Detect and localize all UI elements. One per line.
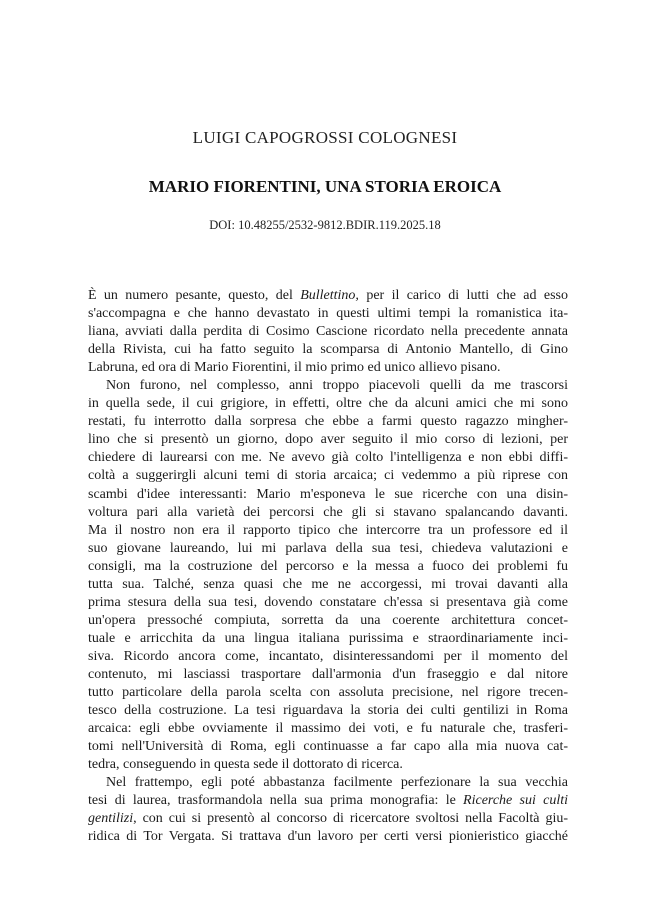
text-line bbox=[88, 810, 568, 828]
doi-identifier: DOI: 10.48255/2532-9812.BDIR.119.2025.18 bbox=[209, 218, 441, 232]
text-segment: tesi di laurea, trasformandola nella sua prima monografia: le bbox=[88, 793, 464, 809]
text-line bbox=[88, 576, 568, 594]
text-segment: chiedere di laurearsi con me. Ne avevo già colto l'intelligenza e non ebbi diffi- bbox=[88, 450, 568, 466]
text-segment: liana, avviati dalla perdita di Cosimo Cascione ricordato nella precedente annata bbox=[88, 324, 568, 340]
text-segment: voltura pari alla varietà dei percorsi che gli si stavano spalancando davanti. bbox=[88, 504, 568, 520]
text-line bbox=[88, 431, 568, 449]
text-line bbox=[88, 540, 568, 558]
text-segment: in quella sede, il cui grigiore, in effetti, oltre che da alcuni amici che mi sono bbox=[88, 396, 568, 412]
text-segment: tedra, conseguendo in questa sede il dottorato di ricerca. bbox=[88, 757, 403, 773]
text-segment: Non furono, nel complesso, anni troppo piacevoli quelli da me trascorsi bbox=[106, 378, 568, 394]
text-line bbox=[88, 630, 568, 648]
text-line bbox=[88, 828, 568, 846]
text-line bbox=[88, 666, 568, 684]
text-line bbox=[88, 720, 568, 738]
text-segment: tomi nell'Università di Roma, egli continuasse a far capo alla mia nuova cat- bbox=[88, 739, 568, 755]
text-line bbox=[88, 413, 568, 431]
text-segment: s'accompagna e che hanno devastato in questi ultimi tempi la romanistica ita- bbox=[88, 306, 568, 322]
italic-text: gentilizi bbox=[88, 811, 134, 827]
text-line bbox=[88, 395, 568, 413]
text-segment: scambi d'idee interessanti: Mario m'esponeva le sue ricerche con una disin- bbox=[88, 486, 568, 502]
text-segment: tuale e arricchita da una lingua italiana purissima e straordinariamente inci- bbox=[88, 630, 568, 646]
text-segment: Ma il nostro non era il rapporto tipico che intercorre tra un professore ed il bbox=[88, 522, 568, 538]
text-line bbox=[88, 522, 568, 540]
text-line bbox=[88, 558, 568, 576]
text-line bbox=[88, 377, 568, 395]
text-segment: un'opera pressoché compiuta, sorretta da una coerente architettura concet- bbox=[88, 612, 568, 628]
text-segment: , con cui si presentò al concorso di ricercatore svoltosi nella Facoltà giu- bbox=[133, 811, 568, 827]
text-line bbox=[88, 287, 568, 305]
text-segment: ridica di Tor Vergata. Si trattava d'un lavoro per certi versi pionieristico giacché bbox=[88, 829, 568, 845]
text-line bbox=[88, 756, 568, 774]
text-line bbox=[88, 323, 568, 341]
text-segment: arcaica: egli ebbe ovviamente il massimo dei voti, e fu naturale che, trasferi- bbox=[88, 721, 568, 737]
text-line bbox=[88, 504, 568, 522]
text-line bbox=[88, 305, 568, 323]
italic-text: Ricerche sui culti bbox=[463, 793, 568, 809]
text-segment: tutta sua. Talché, senza quasi che me ne accorgessi, mi trovai davanti alla bbox=[88, 576, 568, 592]
text-segment: consigli, ma la costruzione del percorso e la messa a fuoco dei problemi fu bbox=[88, 558, 568, 574]
text-line bbox=[88, 648, 568, 666]
text-line bbox=[88, 792, 568, 810]
text-line bbox=[88, 359, 568, 377]
text-line bbox=[88, 612, 568, 630]
text-segment: per il carico di lutti che ad esso bbox=[358, 288, 568, 303]
text-line bbox=[88, 684, 568, 702]
text-segment: tutto particolare della parola scelta con assoluta precisione, nel rigore trecen- bbox=[88, 685, 568, 701]
author-name: LUIGI CAPOGROSSI COLOGNESI bbox=[192, 128, 458, 147]
text-line bbox=[88, 774, 568, 792]
italic-text: Bullettino, bbox=[300, 288, 359, 303]
text-line bbox=[88, 341, 568, 359]
text-line bbox=[88, 449, 568, 467]
article-title: MARIO FIORENTINI, UNA STORIA EROICA bbox=[148, 177, 502, 196]
text-line bbox=[88, 594, 568, 612]
text-segment: Labruna, ed ora di Mario Fiorentini, il mio primo ed unico allievo pisano. bbox=[88, 360, 501, 376]
text-segment: siva. Ricordo ancora come, incantato, disinteressandomi per il momento del bbox=[88, 648, 568, 664]
text-segment: È un numero pesante, questo, del bbox=[88, 288, 301, 303]
text-segment: coltà a suggerirgli alcuni temi di storia arcaica; ci vedemmo a più riprese con bbox=[88, 468, 568, 484]
article-body bbox=[88, 287, 568, 846]
text-segment: contenuto, mi lasciassi trasportare dall'armonia d'un fraseggio e dal nitore bbox=[88, 666, 568, 682]
text-segment: tesco della costruzione. La tesi riguardava la storia dei culti gentilizi in Roma bbox=[88, 703, 568, 719]
text-segment: prima stesura della sua tesi, dovendo constatare ch'essa si presentava già come bbox=[88, 594, 568, 610]
text-line bbox=[88, 702, 568, 720]
text-line bbox=[88, 467, 568, 485]
text-segment: restati, fu interrotto dalla sorpresa che ebbe a farmi questo ragazzo mingher- bbox=[88, 414, 568, 430]
text-segment: della Rivista, cui ha fatto seguito la scomparsa di Antonio Mantello, di Gino bbox=[88, 342, 568, 358]
text-line bbox=[88, 486, 568, 504]
text-segment: suo giovane laureando, lui mi parlava della sua tesi, chiedeva valutazioni e bbox=[88, 540, 568, 556]
text-line bbox=[88, 738, 568, 756]
text-segment: Nel frattempo, egli poté abbastanza facilmente perfezionare la sua vecchia bbox=[106, 775, 568, 791]
text-segment: lino che si presentò un giorno, dopo aver seguito il mio corso di lezioni, per bbox=[88, 432, 568, 448]
